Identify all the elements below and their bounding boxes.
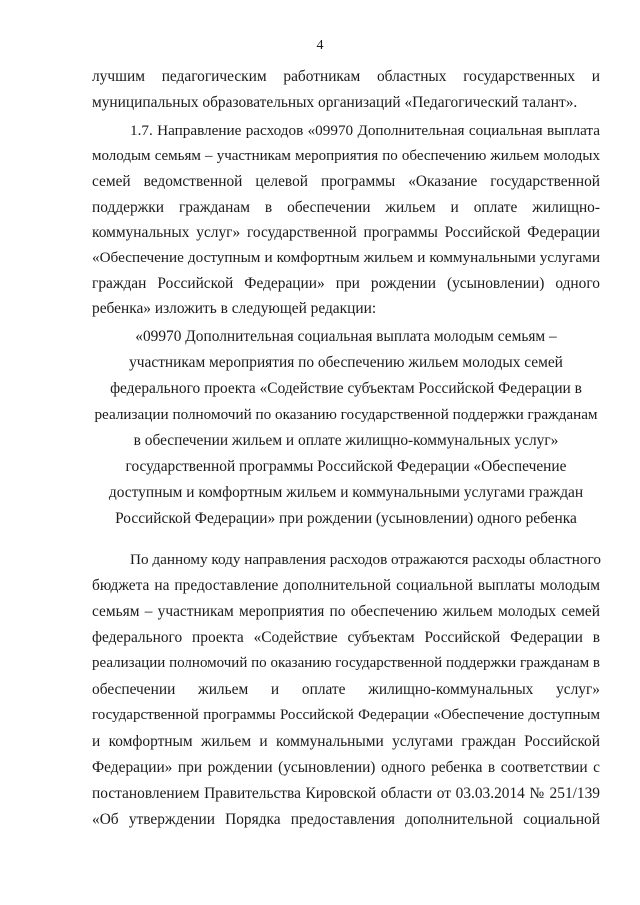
text-line: «Обеспечение доступным и комфортным жильем и коммунальными услугами — [92, 249, 600, 266]
heading-line: доступным и комфортным жильем и коммунальными услугами граждан — [108, 484, 584, 501]
text-line: и комфортным жильем и коммунальными услугами граждан Российской — [92, 733, 600, 750]
text-line: семей ведомственной целевой программы «Оказание государственной — [92, 173, 600, 190]
text-line: бюджета на предоставление дополнительной социальной выплаты молодым — [92, 577, 600, 594]
text-line: граждан Российской Федерации» при рождении (усыновлении) одного — [92, 275, 600, 292]
text-line: муниципальных образовательных организаций «Педагогический талант». — [92, 94, 578, 111]
text-line: поддержки гражданам в обеспечении жильем и оплате жилищно- — [92, 199, 600, 216]
text-line: семьям – участникам мероприятия по обеспечению жильем молодых семей — [92, 603, 600, 620]
heading-line: государственной программы Российской Федерации «Обеспечение — [125, 458, 567, 475]
page-number: 4 — [316, 38, 324, 53]
text-line: постановлением Правительства Кировской области от 03.03.2014 № 251/139 — [92, 785, 600, 802]
heading-line: Российской Федерации» при рождении (усыновлении) одного ребенка — [115, 510, 577, 527]
text-line: лучшим педагогическим работникам областных государственных и — [92, 68, 600, 85]
heading-line: в обеспечении жильем и оплате жилищно-коммунальных услуг» — [133, 432, 559, 449]
heading-line: реализации полномочий по оказанию государственной поддержки гражданам — [94, 406, 598, 423]
text-line: Федерации» при рождении (усыновлении) одного ребенка в соответствии с — [92, 759, 600, 776]
text-line: «Об утверждении Порядка предоставления дополнительной социальной — [92, 811, 600, 828]
text-line: 1.7. Направление расходов «09970 Дополнительная социальная выплата — [130, 122, 600, 139]
heading-line: «09970 Дополнительная социальная выплата молодым семьям – — [135, 328, 557, 345]
text-line: коммунальных услуг» государственной программы Российской Федерации — [92, 224, 600, 241]
text-line: реализации полномочий по оказанию государственной поддержки гражданам в — [92, 655, 600, 671]
text-line: молодым семьям – участникам мероприятия по обеспечению жильем молодых — [92, 148, 600, 164]
text-line: государственной программы Российской Федерации «Обеспечение доступным — [92, 707, 600, 723]
heading-line: федерального проекта «Содействие субъектам Российской Федерации в — [110, 380, 582, 397]
text-line: ребенка» изложить в следующей редакции: — [92, 300, 377, 317]
text-line: обеспечении жильем и оплате жилищно-коммунальных услуг» — [92, 681, 600, 698]
text-line: По данному коду направления расходов отражаются расходы областного — [130, 551, 601, 568]
heading-line: участникам мероприятия по обеспечению жильем молодых семей — [129, 354, 563, 371]
text-line: федерального проекта «Содействие субъектам Российской Федерации в — [92, 629, 600, 646]
